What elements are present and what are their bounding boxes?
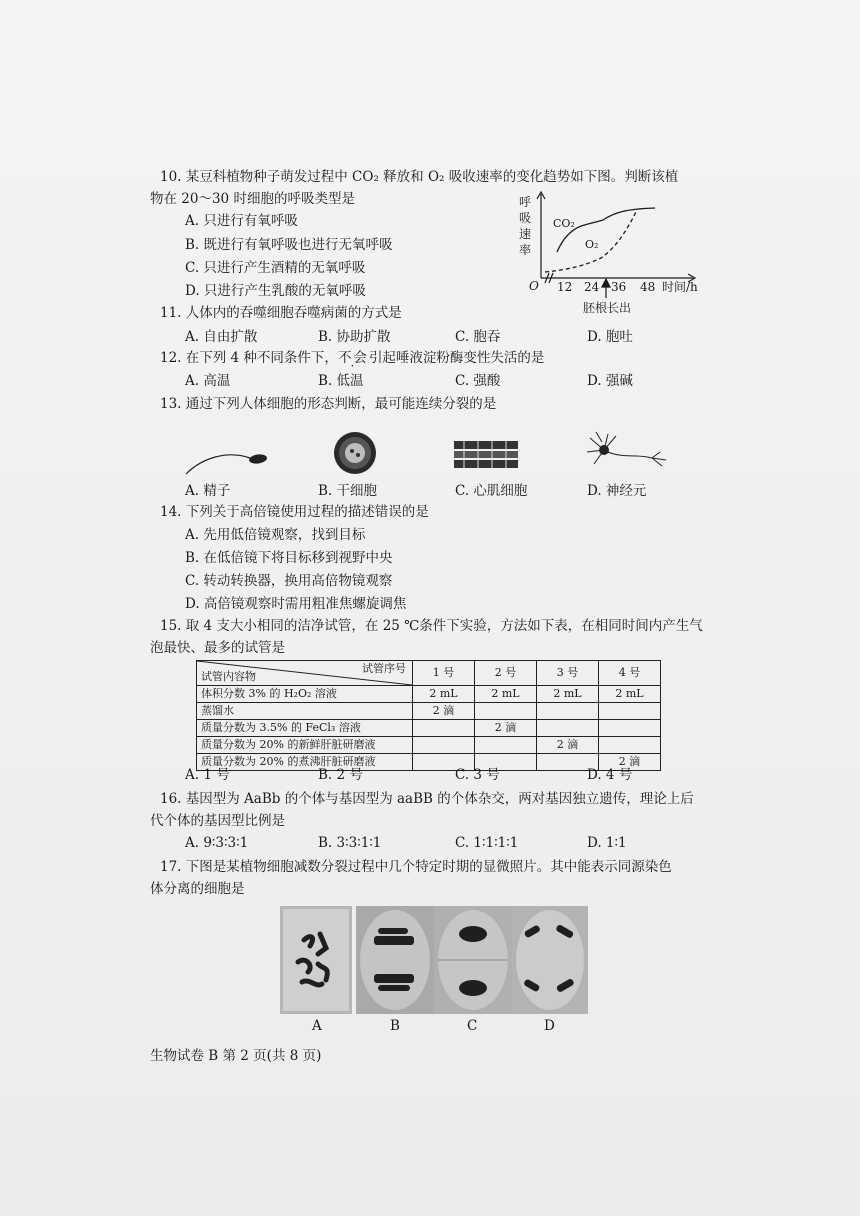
table-cell xyxy=(413,720,475,737)
table-cell: 2 滴 xyxy=(599,754,661,771)
q10-option-a: A. 只进行有氧呼吸 xyxy=(185,213,298,229)
q15-option-c: C. 3 号 xyxy=(455,767,500,783)
experiment-table xyxy=(196,660,661,771)
q16-stem-line2: 代个体的基因型比例是 xyxy=(150,813,285,829)
col-header-3: 3 号 xyxy=(537,661,599,686)
q13-option-d: D. 神经元 xyxy=(587,483,647,499)
radicle-arrow xyxy=(602,279,610,298)
ylabel-char-3: 速 xyxy=(519,227,532,241)
q13-option-a: A. 精子 xyxy=(185,483,231,499)
respiration-rate-graph xyxy=(505,190,705,315)
stem-cell-image xyxy=(330,428,380,478)
table-cell: 2 mL xyxy=(413,686,475,703)
graph-origin: O xyxy=(529,279,539,293)
q16-stem-line1: 16. 基因型为 AaBb 的个体与基因型为 aaBB 的个体杂交，两对基因独立遗传，理论上后 xyxy=(160,791,694,807)
xtick-36: 36 xyxy=(611,280,627,294)
table-cell xyxy=(599,720,661,737)
table-cell xyxy=(599,703,661,720)
row-label: 质量分数为 3.5% 的 FeCl₃ 溶液 xyxy=(197,720,413,737)
q10-option-d: D. 只进行产生乳酸的无氧呼吸 xyxy=(185,283,366,299)
q13-stem: 13. 通过下列人体细胞的形态判断，最可能连续分裂的是 xyxy=(160,396,497,412)
col-header-1: 1 号 xyxy=(413,661,475,686)
q13-option-c: C. 心肌细胞 xyxy=(455,483,528,499)
xtick-48: 48 xyxy=(640,280,656,294)
table-row xyxy=(197,686,661,703)
table-cell xyxy=(475,737,537,754)
meiosis-photo-d xyxy=(512,906,588,1014)
row-label: 质量分数为 20% 的新鲜肝脏研磨液 xyxy=(197,737,413,754)
photo-label-c: C xyxy=(467,1018,478,1034)
q17-stem-line2: 体分离的细胞是 xyxy=(150,881,245,897)
o2-curve-label: O₂ xyxy=(585,238,599,251)
table-row xyxy=(197,703,661,720)
q12-option-a: A. 高温 xyxy=(185,373,231,389)
col-header-4: 4 号 xyxy=(599,661,661,686)
q15-option-d: D. 4 号 xyxy=(587,767,633,783)
header-tube-number: 试管序号 xyxy=(362,662,406,675)
ylabel-char-4: 率 xyxy=(519,243,532,257)
q10-option-c: C. 只进行产生酒精的无氧呼吸 xyxy=(185,260,366,276)
q15-stem-line1: 15. 取 4 支大小相同的洁净试管，在 25 ℃条件下实验，方法如下表，在相同时间内产生气 xyxy=(160,618,703,634)
q11-option-c: C. 胞吞 xyxy=(455,329,501,345)
table-row xyxy=(197,720,661,737)
q14-stem: 14. 下列关于高倍镜使用过程的描述错误的是 xyxy=(160,504,429,520)
col-header-2: 2 号 xyxy=(475,661,537,686)
q12-option-d: D. 强碱 xyxy=(587,373,633,389)
table-cell: 2 mL xyxy=(537,686,599,703)
xtick-12: 12 xyxy=(557,280,573,294)
table-cell: 2 mL xyxy=(475,686,537,703)
q12-stem xyxy=(160,349,544,367)
q16-option-c: C. 1∶1∶1∶1 xyxy=(455,835,519,851)
q11-stem: 11. 人体内的吞噬细胞吞噬病菌的方式是 xyxy=(160,305,402,321)
co2-curve-label: CO₂ xyxy=(553,217,575,230)
q13-option-b: B. 干细胞 xyxy=(318,483,378,499)
row-label: 蒸馏水 xyxy=(197,703,413,720)
header-tube-contents: 试管内容物 xyxy=(201,670,256,683)
photo-label-a: A xyxy=(312,1018,322,1034)
q17-stem-line1: 17. 下图是某植物细胞减数分裂过程中几个特定时期的显微照片。其中能表示同源染色 xyxy=(160,859,672,875)
radicle-annotation: 胚根长出 xyxy=(583,301,632,315)
ylabel-char-2: 吸 xyxy=(519,211,532,225)
table-header-row xyxy=(197,661,661,686)
x-axis-label: 时间/h xyxy=(662,280,698,294)
q10-stem-line2: 物在 20～30 时细胞的呼吸类型是 xyxy=(150,191,355,207)
q15-option-b: B. 2 号 xyxy=(318,767,363,783)
table-cell: 2 mL xyxy=(599,686,661,703)
co2-curve xyxy=(557,208,655,252)
q12-stem-pre: 12. 在下列 4 种不同条件下， xyxy=(160,350,338,366)
table-cell xyxy=(537,720,599,737)
row-label: 质量分数为 20% 的煮沸肝脏研磨液 xyxy=(197,754,413,771)
photo-label-b: B xyxy=(390,1018,400,1034)
q12-option-b: B. 低温 xyxy=(318,373,364,389)
q14-option-c: C. 转动转换器，换用高倍物镜观察 xyxy=(185,573,393,589)
q16-option-b: B. 3∶3∶1∶1 xyxy=(318,835,382,851)
table-cell: 2 滴 xyxy=(537,737,599,754)
q14-option-d: D. 高倍镜观察时需用粗准焦螺旋调焦 xyxy=(185,596,407,612)
q11-option-b: B. 协助扩散 xyxy=(318,329,391,345)
q16-option-d: D. 1∶1 xyxy=(587,835,627,851)
cardiac-muscle-cell-image xyxy=(452,438,520,470)
q15-stem-line2: 泡最快、最多的试管是 xyxy=(150,640,285,656)
q11-option-d: D. 胞吐 xyxy=(587,329,633,345)
table-cell xyxy=(599,737,661,754)
table-cell: 2 滴 xyxy=(475,720,537,737)
sperm-cell-image xyxy=(182,438,277,478)
meiosis-photo-b xyxy=(356,906,434,1014)
meiosis-photo-c xyxy=(434,906,512,1014)
q14-option-b: B. 在低倍镜下将目标移到视野中央 xyxy=(185,550,393,566)
q12-option-c: C. 强酸 xyxy=(455,373,501,389)
table-cell xyxy=(537,703,599,720)
xtick-24: 24 xyxy=(584,280,600,294)
q12-emphasis: 不会 xyxy=(337,350,369,366)
table-row xyxy=(197,737,661,754)
photo-label-d: D xyxy=(544,1018,555,1034)
q11-option-a: A. 自由扩散 xyxy=(185,329,258,345)
q14-option-a: A. 先用低倍镜观察，找到目标 xyxy=(185,527,366,543)
page-footer: 生物试卷 B 第 2 页(共 8 页) xyxy=(150,1048,322,1064)
q10-stem-line1: 10. 某豆科植物种子萌发过程中 CO₂ 释放和 O₂ 吸收速率的变化趋势如下图。判断该植 xyxy=(160,169,679,185)
q10-option-b: B. 既进行有氧呼吸也进行无氧呼吸 xyxy=(185,237,393,253)
ylabel-char-1: 呼 xyxy=(519,195,532,209)
q15-option-a: A. 1 号 xyxy=(185,767,230,783)
table-cell xyxy=(475,703,537,720)
table-header-diagonal xyxy=(197,661,413,686)
table-cell xyxy=(413,737,475,754)
row-label: 体积分数 3% 的 H₂O₂ 溶液 xyxy=(197,686,413,703)
table-cell: 2 滴 xyxy=(413,703,475,720)
meiosis-photo-a xyxy=(280,906,352,1014)
q12-stem-post: 引起唾液淀粉酶变性失活的是 xyxy=(368,350,545,366)
neuron-image xyxy=(582,428,672,473)
q16-option-a: A. 9∶3∶3∶1 xyxy=(185,835,249,851)
